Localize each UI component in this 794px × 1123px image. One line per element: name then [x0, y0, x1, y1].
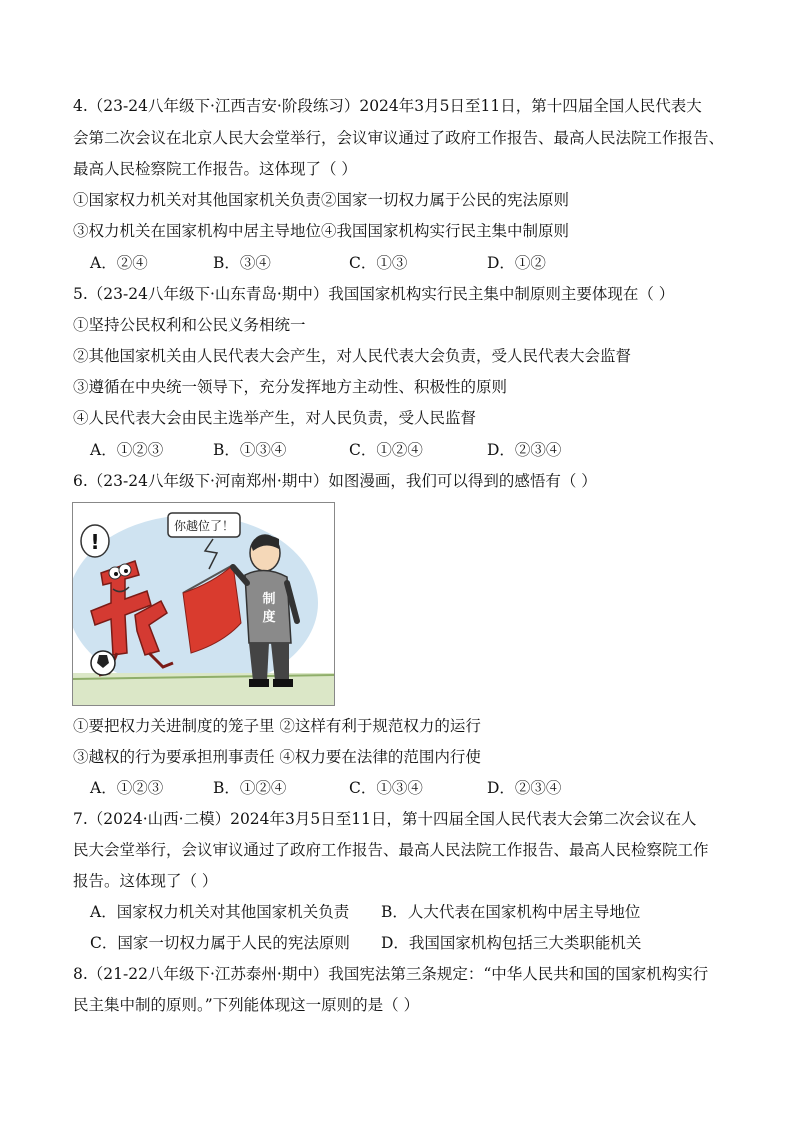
q5-item-line-2: ②其他国家机关由人民代表大会产生，对人民代表大会负责，受人民代表大会监督 — [73, 347, 632, 365]
q7-option-b: B．人大代表在国家机构中居主导地位 — [381, 903, 641, 921]
q5-item-line-1: ①坚持公民权利和公民义务相统一 — [73, 316, 306, 334]
q8-stem-line-2: 民主集中制的原则。”下列能体现这一原则的是（ ） — [73, 996, 420, 1014]
q6-item-line-2: ③越权的行为要承担刑事责任 ④权力要在法律的范围内行使 — [73, 748, 481, 766]
q4-stem-line-3: 最高人民检察院工作报告。这体现了（ ） — [73, 160, 357, 178]
speech-bubble-text: 你越位了！ — [173, 519, 235, 533]
q5-stem-line-1: 5.（23-24八年级下·山东青岛·期中）我国国家机构实行民主集中制原则主要体现在（ ） — [73, 285, 675, 303]
q5-option-a: A．①②③ — [90, 441, 164, 459]
exclamation-mark: ! — [90, 530, 100, 554]
q7-stem-line-2: 民大会堂举行，会议审议通过了政府工作报告、最高人民法院工作报告、最高人民检察院工作 — [73, 841, 709, 859]
q8-stem-line-1: 8.（21-22八年级下·江苏泰州·期中）我国宪法第三条规定：“中华人民共和国的国家机构实行 — [73, 965, 709, 983]
q4-option-b: B．③④ — [213, 254, 271, 272]
q7-option-d: D．我国国家机构包括三大类职能机关 — [381, 934, 642, 952]
shirt-text-1: 制 — [262, 592, 276, 607]
q7-option-c: C．国家一切权力属于人民的宪法原则 — [90, 934, 350, 952]
q4-option-c: C．①③ — [349, 254, 408, 272]
q5-option-c: C．①②④ — [349, 441, 423, 459]
shirt-text-2: 度 — [262, 610, 276, 625]
q6-option-d: D．②③④ — [487, 779, 562, 797]
q6-option-c: C．①③④ — [349, 779, 423, 797]
cartoon-illustration — [73, 503, 334, 705]
q4-stem-line-2: 会第二次会议在北京人民大会堂举行，会议审议通过了政府工作报告、最高人民法院工作报告、 — [73, 129, 725, 147]
q6-option-a: A．①②③ — [90, 779, 164, 797]
q5-option-b: B．①③④ — [213, 441, 287, 459]
q7-option-a: A．国家权力机关对其他国家机关负责 — [90, 903, 350, 921]
q6-stem-line-1: 6.（23-24八年级下·河南郑州·期中）如图漫画，我们可以得到的感悟有（ ） — [73, 472, 597, 490]
q6-option-b: B．①②④ — [213, 779, 287, 797]
q5-item-line-4: ④人民代表大会由民主选举产生，对人民负责，受人民监督 — [73, 409, 477, 427]
q4-option-a: A．②④ — [90, 254, 148, 272]
q4-stem-line-1: 4.（23-24八年级下·江西吉安·阶段练习）2024年3月5日至11日，第十四届全国人民代表大 — [73, 97, 702, 115]
q5-option-d: D．②③④ — [487, 441, 562, 459]
cartoon-figure — [72, 502, 335, 706]
q4-item-line-2: ③权力机关在国家机构中居主导地位④我国国家机构实行民主集中制原则 — [73, 222, 570, 240]
q6-item-line-1: ①要把权力关进制度的笼子里 ②这样有利于规范权力的运行 — [73, 717, 481, 735]
q4-option-d: D．①② — [487, 254, 546, 272]
q4-item-line-1: ①国家权力机关对其他国家机关负责②国家一切权力属于公民的宪法原则 — [73, 191, 570, 209]
q7-stem-line-1: 7.（2024·山西·二模）2024年3月5日至11日，第十四届全国人民代表大会第二次会议在人 — [73, 810, 697, 828]
q5-item-line-3: ③遵循在中央统一领导下，充分发挥地方主动性、积极性的原则 — [73, 378, 508, 396]
q7-stem-line-3: 报告。这体现了（ ） — [73, 872, 218, 890]
